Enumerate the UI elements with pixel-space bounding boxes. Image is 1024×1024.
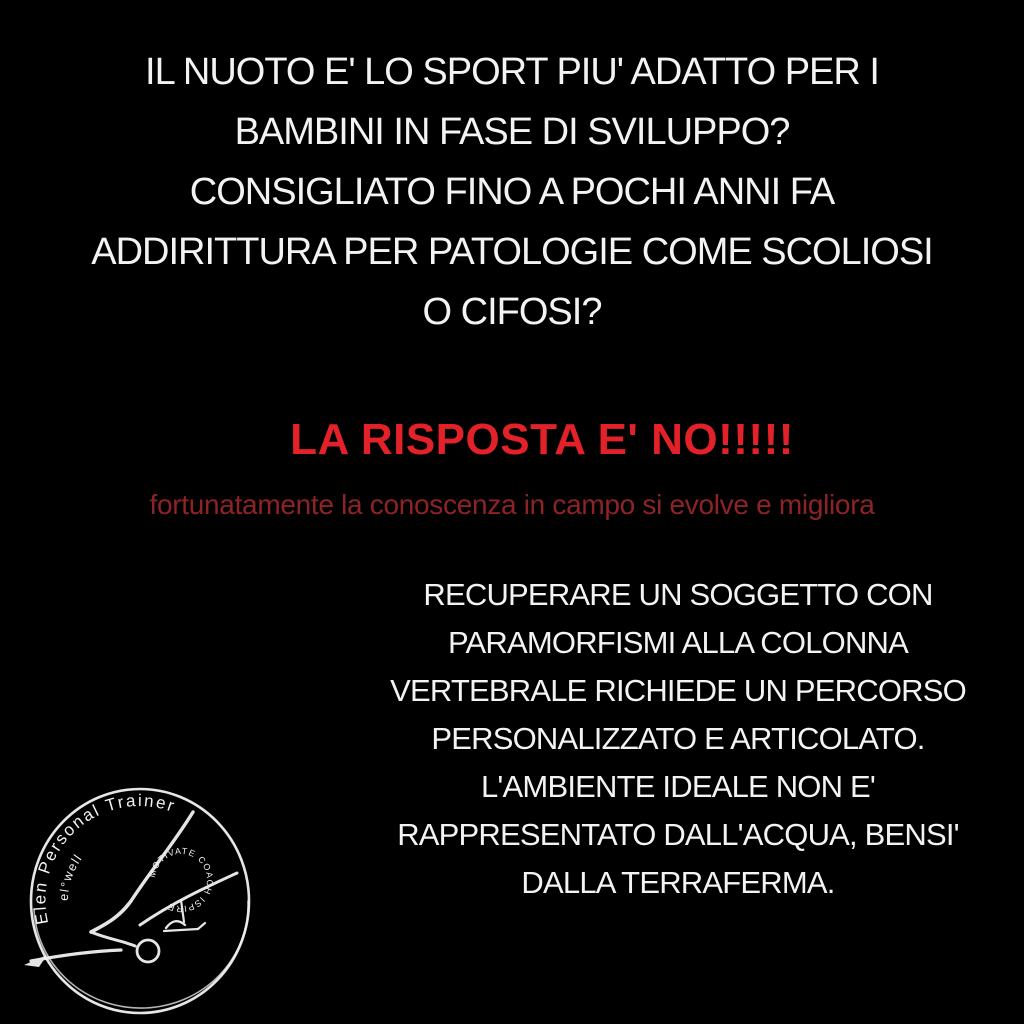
- logo-ring-text: MOTIVATE COACH ISPIRE: [146, 845, 216, 915]
- answer-title: LA RISPOSTA E' NO!!!!!: [290, 415, 794, 464]
- heading-line: IL NUOTO E' LO SPORT PIU' ADATTO PER I: [145, 51, 879, 93]
- heading-line: CONSIGLIATO FINO A POCHI ANNI FA: [189, 171, 835, 213]
- body-line: DALLA TERRAFERMA.: [521, 865, 835, 900]
- logo-brand-text: Elen Personal Trainer: [30, 790, 179, 927]
- body-line: RAPPRESENTATO DALL'ACQUA, BENSI': [397, 817, 959, 852]
- answer-subtitle: fortunatamente la conoscenza in campo si evolve e migliora: [149, 489, 875, 520]
- elen-personal-trainer-logo-icon: [18, 779, 262, 1023]
- heading-question: [0, 42, 1024, 342]
- body-line: PARAMORFISMI ALLA COLONNA: [447, 625, 909, 660]
- heading-line: ADDIRITTURA PER PATOLOGIE COME SCOLIOSI: [91, 231, 933, 273]
- heading-line: BAMBINI IN FASE DI SVILUPPO?: [234, 111, 790, 153]
- body-line: PERSONALIZZATO E ARTICOLATO.: [431, 721, 925, 756]
- logo-tagline-text: el°well: [56, 851, 86, 902]
- body-line: VERTEBRALE RICHIEDE UN PERCORSO: [390, 673, 966, 708]
- body-line: RECUPERARE UN SOGGETTO CON: [423, 577, 933, 612]
- heading-line: O CIFOSI?: [422, 291, 602, 333]
- body-paragraph: [357, 571, 999, 907]
- body-line: L'AMBIENTE IDEALE NON E': [480, 769, 876, 804]
